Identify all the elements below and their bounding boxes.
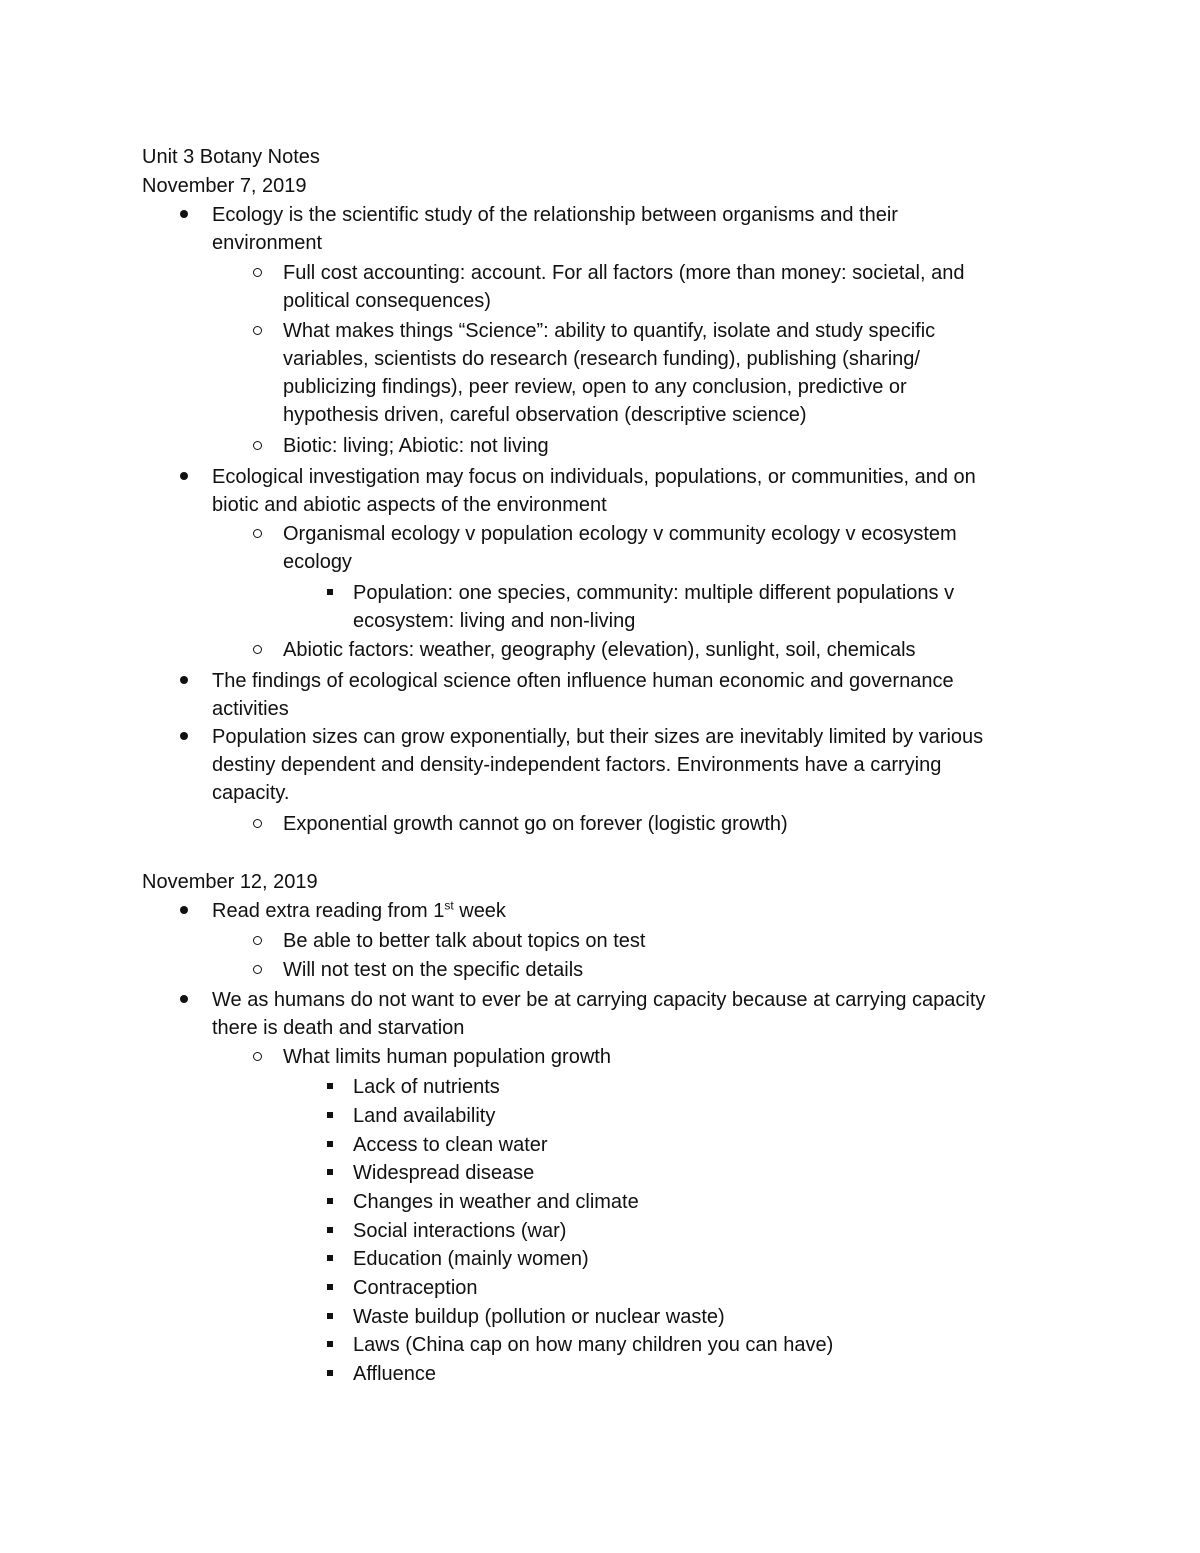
bullet-marker <box>174 463 194 491</box>
circle-marker <box>247 1043 267 1071</box>
list-item: Be able to better talk about topics on test <box>283 927 645 955</box>
circle-marker <box>247 927 267 955</box>
section-date: November 7, 2019 <box>142 175 307 197</box>
square-marker <box>320 1274 340 1302</box>
square-marker <box>320 579 340 607</box>
list-item: Contraception <box>353 1274 478 1302</box>
bullet-marker <box>174 201 194 229</box>
list-item: Full cost accounting: account. For all factors (more than money: societal, and political consequences) <box>283 259 964 315</box>
list-item: We as humans do not want to ever be at carrying capacity because at carrying capacity there is death and starvation <box>212 986 985 1042</box>
circle-marker <box>247 956 267 984</box>
square-marker <box>320 1217 340 1245</box>
list-item: Education (mainly women) <box>353 1245 589 1273</box>
square-marker <box>320 1331 340 1359</box>
bullet-marker <box>174 986 194 1014</box>
list-item: Population: one species, community: multiple different populations v ecosystem: living and non-living <box>353 579 954 635</box>
square-marker <box>320 1303 340 1331</box>
list-item: Laws (China cap on how many children you can have) <box>353 1331 833 1359</box>
list-item: Will not test on the specific details <box>283 956 583 984</box>
square-marker <box>320 1245 340 1273</box>
list-item: Biotic: living; Abiotic: not living <box>283 432 549 460</box>
bullet-marker <box>174 723 194 751</box>
list-item: What makes things “Science”: ability to quantify, isolate and study specific variables, scientists do research (research funding), publishing (sharing/ publicizing findings), peer review, open to any conclusion, predictive or hypothesis driven, careful observation (descriptive science) <box>283 317 935 429</box>
list-item: Exponential growth cannot go on forever (logistic growth) <box>283 810 788 838</box>
square-marker <box>320 1073 340 1101</box>
list-item: Social interactions (war) <box>353 1217 566 1245</box>
bullet-marker <box>174 897 194 925</box>
list-item: Waste buildup (pollution or nuclear waste) <box>353 1303 725 1331</box>
list-item: Access to clean water <box>353 1131 548 1159</box>
circle-marker <box>247 432 267 460</box>
circle-marker <box>247 636 267 664</box>
list-item: Land availability <box>353 1102 495 1130</box>
list-item: Read extra reading from 1st week <box>212 897 506 925</box>
list-item: The findings of ecological science often influence human economic and governance activities <box>212 667 954 723</box>
list-item: Abiotic factors: weather, geography (elevation), sunlight, soil, chemicals <box>283 636 916 664</box>
circle-marker <box>247 520 267 548</box>
document-title: Unit 3 Botany Notes <box>142 146 320 168</box>
square-marker <box>320 1159 340 1187</box>
list-item: Affluence <box>353 1360 436 1388</box>
circle-marker <box>247 317 267 345</box>
bullet-marker <box>174 667 194 695</box>
list-item: Population sizes can grow exponentially, but their sizes are inevitably limited by various destiny dependent and density-independent factors. Environments have a carrying capacity. <box>212 723 983 807</box>
square-marker <box>320 1131 340 1159</box>
circle-marker <box>247 259 267 287</box>
list-item: Changes in weather and climate <box>353 1188 639 1216</box>
square-marker <box>320 1188 340 1216</box>
list-item: Lack of nutrients <box>353 1073 500 1101</box>
square-marker <box>320 1102 340 1130</box>
list-item: What limits human population growth <box>283 1043 611 1071</box>
list-item: Organismal ecology v population ecology v community ecology v ecosystem ecology <box>283 520 957 576</box>
circle-marker <box>247 810 267 838</box>
list-item: Ecological investigation may focus on individuals, populations, or communities, and on biotic and abiotic aspects of the environment <box>212 463 976 519</box>
list-item: Ecology is the scientific study of the relationship between organisms and their environment <box>212 201 898 257</box>
section-date: November 12, 2019 <box>142 871 318 893</box>
list-item: Widespread disease <box>353 1159 534 1187</box>
square-marker <box>320 1360 340 1388</box>
